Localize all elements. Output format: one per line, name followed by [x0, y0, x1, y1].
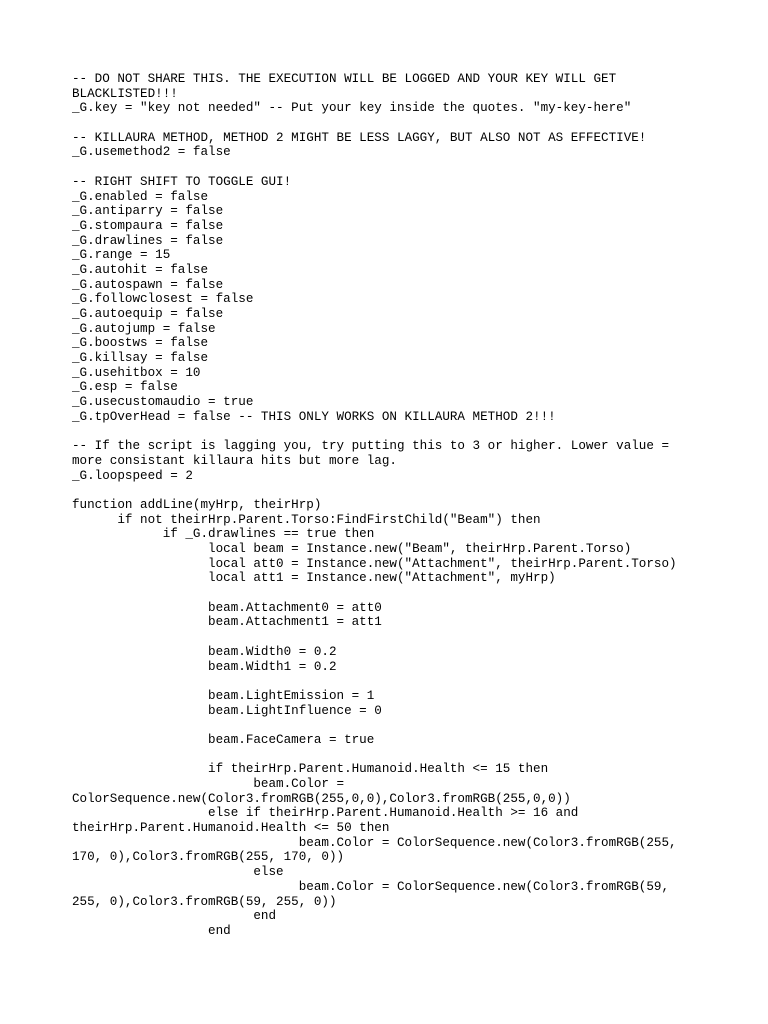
code-line: _G.range = 15: [72, 248, 171, 263]
code-line: beam.Attachment0 = att0: [72, 600, 382, 615]
code-line: _G.antiparry = false: [72, 204, 224, 219]
code-line: [72, 425, 682, 440]
code-line: _G.enabled = false: [72, 189, 209, 204]
code-line: [72, 160, 682, 175]
code-line: _G.esp = false: [72, 380, 178, 395]
code-line: theirHrp.Parent.Humanoid.Health <= 50 then: [72, 821, 390, 836]
code-line: _G.usehitbox = 10: [72, 365, 201, 380]
document-page: [72, 72, 682, 939]
code-line: beam.Color = ColorSequence.new(Color3.fromRGB(59,: [72, 879, 670, 894]
code-line: [72, 748, 682, 763]
code-line: _G.autoequip = false: [72, 307, 224, 321]
code-line: if not theirHrp.Parent.Torso:FindFirstChild("Beam") then: [72, 512, 541, 527]
code-line: beam.Attachment1 = att1: [72, 615, 382, 630]
code-line: BLACKLISTED!!!: [72, 86, 178, 101]
code-line: [72, 483, 682, 498]
code-line: local beam = Instance.new("Beam", theirHrp.Parent.Torso): [72, 542, 632, 556]
code-line: beam.Color = ColorSequence.new(Color3.fromRGB(255,: [72, 835, 677, 850]
code-line: beam.Width1 = 0.2: [72, 659, 337, 674]
code-line: more consistant killaura hits but more lag.: [72, 453, 397, 468]
code-line: -- DO NOT SHARE THIS. THE EXECUTION WILL BE LOGGED AND YOUR KEY WILL GET: [72, 72, 617, 86]
code-line: beam.Width0 = 0.2: [72, 644, 337, 659]
code-line: end: [72, 909, 277, 924]
code-line: local att0 = Instance.new("Attachment", theirHrp.Parent.Torso): [72, 556, 677, 571]
code-line: _G.stompaura = false: [72, 218, 224, 233]
code-line: beam.LightInfluence = 0: [72, 703, 382, 718]
code-line: _G.usecustomaudio = true: [72, 395, 254, 410]
code-line: _G.usemethod2 = false: [72, 145, 231, 160]
code-line: [72, 630, 682, 645]
code-line: if _G.drawlines == true then: [72, 527, 375, 542]
code-line: -- If the script is lagging you, try putting this to 3 or higher. Lower value =: [72, 439, 670, 454]
code-line: _G.autospawn = false: [72, 277, 224, 292]
code-line: ColorSequence.new(Color3.fromRGB(255,0,0),Color3.fromRGB(255,0,0)): [72, 791, 571, 806]
code-line: else: [72, 865, 284, 880]
code-line: _G.boostws = false: [72, 336, 209, 351]
code-line: _G.autohit = false: [72, 262, 209, 277]
code-line: _G.key = "key not needed" -- Put your key inside the quotes. "my-key-here": [72, 101, 632, 116]
code-line: local att1 = Instance.new("Attachment", myHrp): [72, 571, 556, 586]
code-line: end: [72, 923, 231, 938]
code-line: [72, 718, 682, 733]
code-line: _G.followclosest = false: [72, 292, 254, 307]
code-line: -- RIGHT SHIFT TO TOGGLE GUI!: [72, 174, 292, 189]
code-line: _G.drawlines = false: [72, 233, 224, 248]
code-line: [72, 116, 682, 131]
code-line: _G.loopspeed = 2: [72, 468, 193, 483]
code-line: _G.tpOverHead = false -- THIS ONLY WORKS ON KILLAURA METHOD 2!!!: [72, 409, 556, 424]
code-line: beam.Color =: [72, 777, 345, 791]
code-line: _G.autojump = false: [72, 321, 216, 336]
code-line: beam.LightEmission = 1: [72, 688, 375, 703]
code-line: -- KILLAURA METHOD, METHOD 2 MIGHT BE LESS LAGGY, BUT ALSO NOT AS EFFECTIVE!: [72, 130, 647, 145]
code-line: 170, 0),Color3.fromRGB(255, 170, 0)): [72, 850, 345, 865]
code-line: if theirHrp.Parent.Humanoid.Health <= 15 then: [72, 762, 549, 777]
code-line: [72, 586, 682, 601]
code-line: function addLine(myHrp, theirHrp): [72, 497, 322, 512]
code-line: _G.killsay = false: [72, 351, 209, 366]
code-line: beam.FaceCamera = true: [72, 732, 375, 747]
code-line: [72, 674, 682, 689]
code-line: else if theirHrp.Parent.Humanoid.Health >= 16 and: [72, 806, 579, 821]
code-line: 255, 0),Color3.fromRGB(59, 255, 0)): [72, 894, 337, 909]
